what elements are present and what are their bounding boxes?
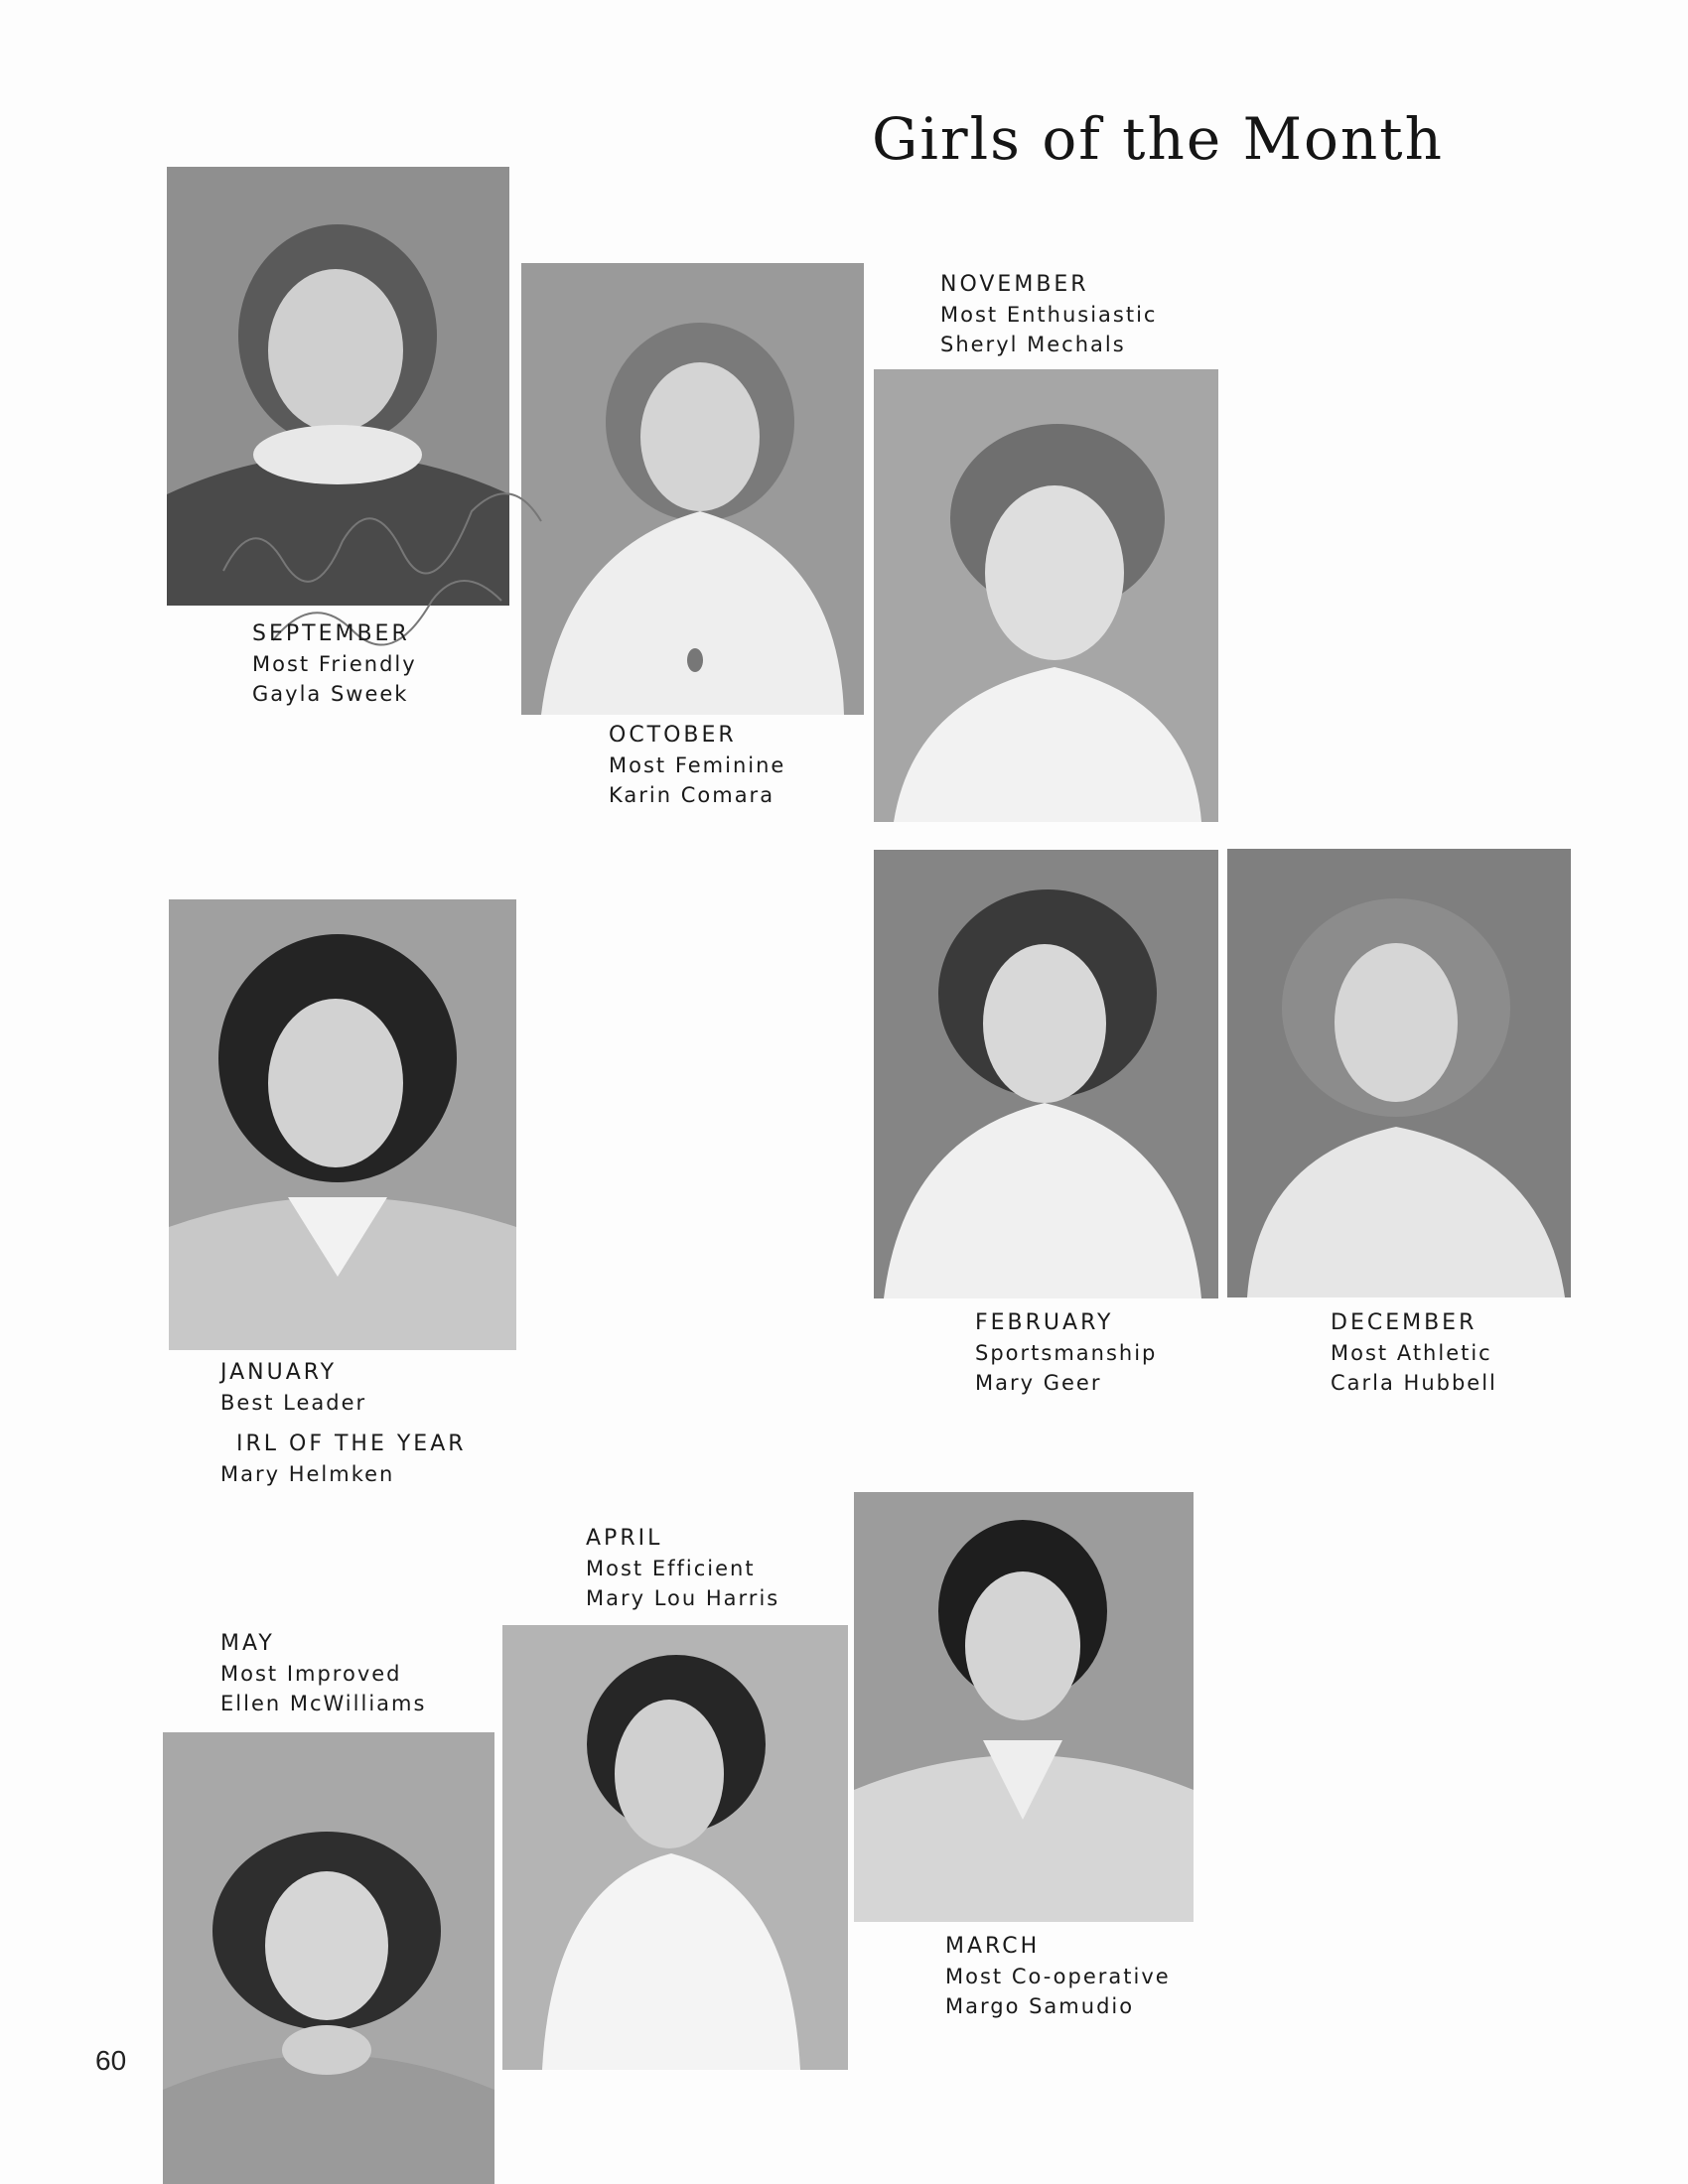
- month-label: MAY: [220, 1631, 275, 1656]
- caption-april: [586, 1524, 779, 1613]
- student-name: Gayla Sweek: [252, 682, 409, 706]
- month-label: SEPTEMBER: [252, 621, 410, 646]
- photo-april: [502, 1625, 848, 2070]
- award-label: Most Efficient: [586, 1557, 756, 1580]
- caption-january: [220, 1358, 467, 1489]
- caption-february: [975, 1308, 1157, 1398]
- month-label: APRIL: [586, 1526, 663, 1551]
- month-label: JANUARY: [220, 1360, 338, 1385]
- student-name: Carla Hubbell: [1331, 1371, 1497, 1395]
- caption-may: [220, 1629, 426, 1718]
- student-name: Mary Geer: [975, 1371, 1102, 1395]
- photo-march: [854, 1492, 1194, 1922]
- award-label: Most Co-operative: [945, 1965, 1171, 1988]
- photo-february: [874, 850, 1218, 1298]
- portrait-may: [163, 1732, 494, 2184]
- caption-december: [1331, 1308, 1497, 1398]
- month-label: FEBRUARY: [975, 1310, 1114, 1335]
- portrait-january: [169, 899, 516, 1350]
- portrait-march: [854, 1492, 1194, 1922]
- caption-march: [945, 1932, 1171, 2021]
- photo-may: [163, 1732, 494, 2184]
- photo-november: [874, 369, 1218, 822]
- award-label: Most Feminine: [609, 753, 786, 777]
- photo-september: [167, 167, 509, 606]
- month-label: OCTOBER: [609, 723, 737, 748]
- caption-october: [609, 721, 785, 810]
- photo-january: [169, 899, 516, 1350]
- month-label: NOVEMBER: [940, 272, 1089, 297]
- page-number: 60: [95, 2045, 127, 2076]
- caption-september: [252, 619, 417, 709]
- award-label: Best Leader: [220, 1391, 367, 1415]
- caption-november: [940, 270, 1157, 359]
- student-name: Sheryl Mechals: [940, 333, 1126, 356]
- month-label: MARCH: [945, 1934, 1041, 1959]
- page-title: Girls of the Month: [872, 105, 1444, 173]
- portrait-december: [1227, 849, 1571, 1297]
- extra-label: IRL OF THE YEAR: [236, 1432, 467, 1456]
- award-label: Most Athletic: [1331, 1341, 1492, 1365]
- student-name: Margo Samudio: [945, 1994, 1135, 2018]
- photo-december: [1227, 849, 1571, 1297]
- student-name: Mary Lou Harris: [586, 1586, 780, 1610]
- award-label: Most Enthusiastic: [940, 303, 1158, 327]
- student-name: Mary Helmken: [220, 1462, 395, 1486]
- portrait-october: [521, 263, 864, 715]
- student-name: Ellen McWilliams: [220, 1692, 427, 1715]
- photo-october: [521, 263, 864, 715]
- award-label: Most Improved: [220, 1662, 402, 1686]
- month-label: DECEMBER: [1331, 1310, 1477, 1335]
- portrait-november: [874, 369, 1218, 822]
- portrait-september: [167, 167, 509, 606]
- student-name: Karin Comara: [609, 783, 775, 807]
- portrait-april: [502, 1625, 848, 2070]
- award-label: Sportsmanship: [975, 1341, 1158, 1365]
- portrait-february: [874, 850, 1218, 1298]
- award-label: Most Friendly: [252, 652, 417, 676]
